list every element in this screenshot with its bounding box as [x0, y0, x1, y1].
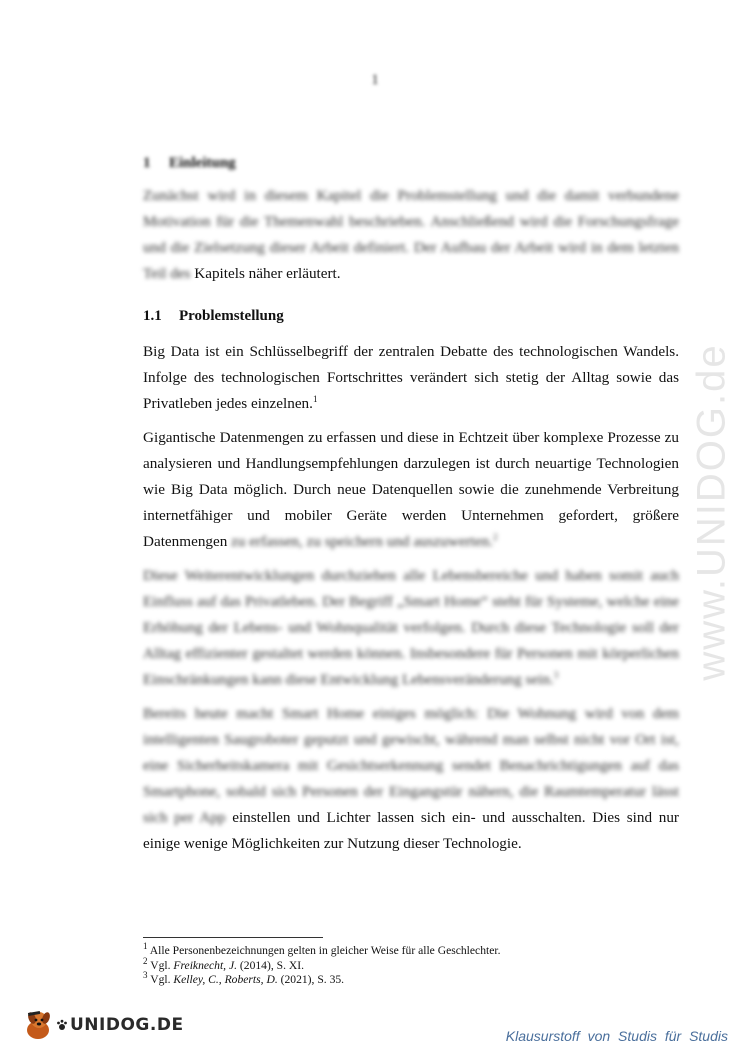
paragraph-2-text: Gigantische Datenmengen zu erfassen und diese in Echtzeit über komplexe Prozesse zu analysieren und Handlungsempfehlungen darzulegen ist durch neuartige Technologien wie Big Data möglich. Durch neue Datenquellen sowie die zunehmende Verbreitung internetfähiger und mobiler Geräte werden Unternehmen gefordert, größere Datenmengen — [143, 429, 679, 550]
footnote-1 — [143, 941, 683, 959]
logo-text: UNIDOG.DE — [70, 1015, 184, 1035]
footnote-ref-2: 2 — [493, 531, 498, 542]
footnote-3 — [143, 970, 683, 988]
section-number: 1 — [143, 155, 151, 171]
section-intro-tail: Kapitels näher erläutert. — [194, 265, 341, 282]
footnote-divider — [143, 937, 323, 938]
page-number: 1 — [371, 72, 379, 88]
footnote-2-number: 2 — [143, 955, 148, 966]
dog-icon — [22, 1008, 56, 1042]
footnote-3-prefix: Vgl. — [150, 973, 174, 987]
footnote-3-suffix: (2021), S. 35. — [277, 973, 345, 987]
footnotes — [143, 941, 683, 988]
footnote-1-number: 1 — [143, 941, 148, 952]
section-intro-blurred: Zunächst wird in diesem Kapitel die Problemstellung und die damit verbundene Motivation für die Themenwahl beschrieben. Anschließend wird die Forschungsfrage und die Zielsetzung dieser Arbeit definiert. Der Aufbau der Arbeit wird in dem letzten Teil des — [143, 187, 679, 282]
footnote-3-number: 3 — [143, 970, 148, 981]
paragraph-4-tail: einstellen und Lichter lassen sich ein- und ausschalten. Dies sind nur einige wenige Möglichkeiten zur Nutzung dieser Technologie. — [143, 809, 679, 852]
paragraph-1 — [143, 339, 679, 417]
paragraph-1-text: Big Data ist ein Schlüsselbegriff der zentralen Debatte des technologischen Wandels. Infolge des technologischen Fortschrittes verändert sich stetig der Alltag sowie das Privatleben jedes einzelnen. — [143, 343, 679, 412]
footnote-1-text: Alle Personenbezeichnungen gelten in gleicher Weise für alle Geschlechter. — [149, 944, 501, 957]
footnote-ref-3: 3 — [553, 669, 559, 680]
subsection-number: 1.1 — [143, 308, 162, 324]
section-intro — [143, 183, 679, 287]
paragraph-2-tail: zu erfassen, zu speichern und auszuwerten. — [231, 533, 494, 550]
paragraph-3 — [143, 563, 679, 693]
section-title: Einleitung — [169, 155, 236, 171]
section-heading — [143, 155, 236, 172]
footnote-ref-1: 1 — [312, 393, 318, 404]
tagline: Klausurstoff von Studis für Studis — [505, 1028, 728, 1044]
unidog-logo[interactable] — [22, 1008, 184, 1042]
footnote-2 — [143, 955, 683, 974]
paragraph-4 — [143, 701, 679, 857]
footnote-3-author: Kelley, C., Roberts, D. — [173, 973, 278, 987]
footnote-2-suffix: (2014), S. XI. — [237, 958, 304, 972]
footnote-2-prefix: Vgl. — [150, 958, 174, 972]
footnote-2-author: Freiknecht, J. — [173, 958, 238, 972]
paragraph-3-text: Diese Weiterentwicklungen durchziehen alle Lebensbereiche und haben somit auch Einfluss auf das Privatleben. Der Begriff „Smart Home“ steht für Systeme, welche eine Erhöhung der Lebens- und Wohnqualität verfolgen. Durch diese Technologie soll der Alltag effizienter gestaltet werden können. Insbesondere für Personen mit körperlichen Einschränkungen kann diese Entwicklung Lebensveränderung sein. — [143, 567, 679, 688]
subsection-heading — [143, 308, 284, 325]
paragraph-4-blurred: Bereits heute macht Smart Home einiges möglich: Die Wohnung wird von dem intelligenten Saugroboter geputzt und gewischt, während man selbst nicht vor Ort ist, eine Sicherheitskamera mit Gesichtserkennung sendet Benachrichtigungen auf das Smartphone, sobald sich Personen der Eingangstür nähern, die Raumtemperatur lässt sich per App — [143, 705, 679, 826]
paw-icon — [56, 1019, 68, 1031]
subsection-title: Problemstellung — [179, 308, 284, 324]
watermark: www.UNIDOG.de — [689, 343, 734, 681]
paragraph-2 — [143, 425, 679, 555]
